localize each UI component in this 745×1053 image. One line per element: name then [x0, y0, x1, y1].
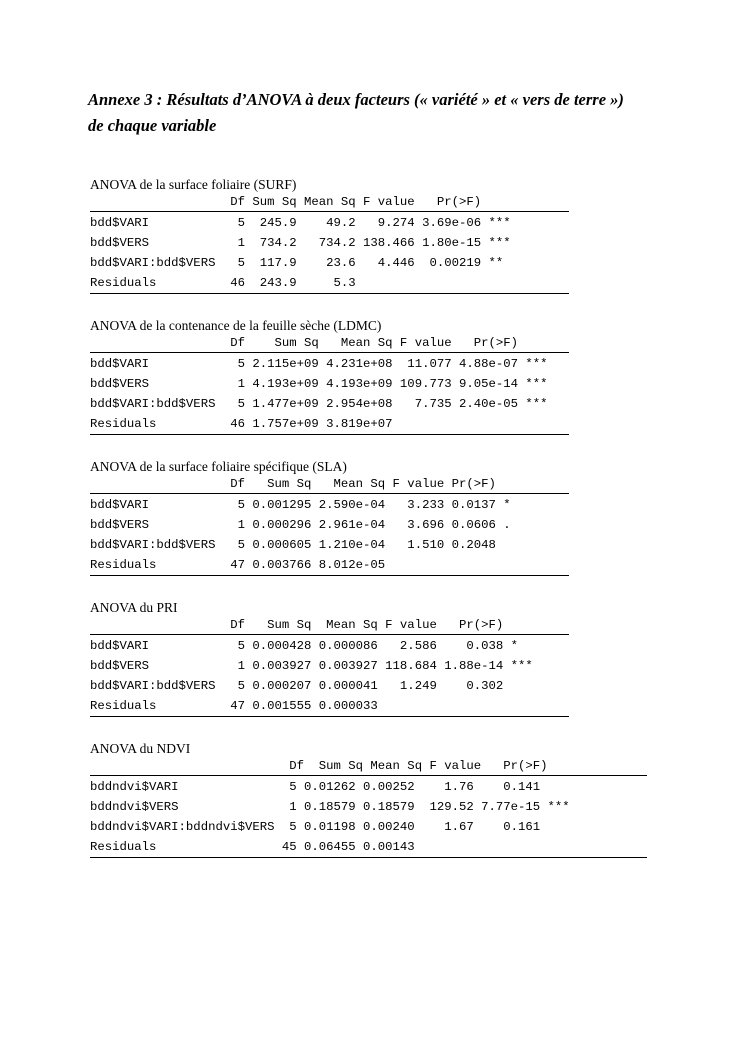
table-row: bdd$VARI:bdd$VERS 5 1.477e+09 2.954e+08 7.735 2.40e-05 ***	[90, 397, 548, 411]
table-caption: ANOVA de la surface foliaire (SURF)	[90, 177, 297, 192]
table-row: bdd$VARI 5 2.115e+09 4.231e+08 11.077 4.88e-07 ***	[90, 357, 548, 371]
table-row: bdd$VARI:bdd$VERS 5 117.9 23.6 4.446 0.00219 **	[90, 256, 504, 270]
table-header: Df Sum Sq Mean Sq F value Pr(>F)	[90, 618, 504, 632]
anova-table-pri	[90, 600, 569, 717]
table-row: bdd$VARI 5 0.001295 2.590e-04 3.233 0.0137 *	[90, 498, 511, 512]
table-header: Df Sum Sq Mean Sq F value Pr(>F)	[90, 195, 482, 209]
table-header: Df Sum Sq Mean Sq F value Pr(>F)	[90, 759, 548, 773]
table-row: bddndvi$VARI 5 0.01262 0.00252 1.76 0.141	[90, 780, 541, 794]
table-header: Df Sum Sq Mean Sq F value Pr(>F)	[90, 477, 496, 491]
anova-table-sla	[90, 459, 569, 576]
annex-title-line-2: de chaque variable	[88, 116, 217, 135]
anova-table-ldmc	[90, 318, 569, 435]
table-row: bddndvi$VARI:bddndvi$VERS 5 0.01198 0.00240 1.67 0.161	[90, 820, 541, 834]
table-row: bddndvi$VERS 1 0.18579 0.18579 129.52 7.77e-15 ***	[90, 800, 570, 814]
table-row: bdd$VERS 1 4.193e+09 4.193e+09 109.773 9.05e-14 ***	[90, 377, 548, 391]
table-caption: ANOVA du PRI	[90, 600, 178, 615]
table-row: bdd$VARI 5 245.9 49.2 9.274 3.69e-06 ***	[90, 216, 511, 230]
table-caption: ANOVA de la contenance de la feuille sèche (LDMC)	[90, 318, 382, 333]
table-rule-bottom	[90, 575, 569, 576]
table-header: Df Sum Sq Mean Sq F value Pr(>F)	[90, 336, 519, 350]
annex-title	[88, 87, 688, 139]
table-row: bdd$VARI:bdd$VERS 5 0.000207 0.000041 1.249 0.302	[90, 679, 504, 693]
anova-table-ndvi	[90, 741, 647, 858]
table-row: Residuals 45 0.06455 0.00143	[90, 840, 415, 854]
table-row: Residuals 46 243.9 5.3	[90, 276, 356, 290]
table-row: bdd$VERS 1 734.2 734.2 138.466 1.80e-15 ***	[90, 236, 511, 250]
table-rule-bottom	[90, 293, 569, 294]
table-caption: ANOVA du NDVI	[90, 741, 191, 756]
annex-title-line-1: Annexe 3 : Résultats d’ANOVA à deux facteurs (« variété » et « vers de terre »)	[88, 90, 624, 109]
table-row: bdd$VERS 1 0.000296 2.961e-04 3.696 0.0606 .	[90, 518, 511, 532]
table-caption: ANOVA de la surface foliaire spécifique (SLA)	[90, 459, 347, 474]
table-row: bdd$VARI 5 0.000428 0.000086 2.586 0.038 *	[90, 639, 519, 653]
table-rule-bottom	[90, 857, 647, 858]
table-row: bdd$VERS 1 0.003927 0.003927 118.684 1.88e-14 ***	[90, 659, 533, 673]
table-row: Residuals 46 1.757e+09 3.819e+07	[90, 417, 393, 431]
table-rule-bottom	[90, 434, 569, 435]
anova-table-surf	[90, 177, 569, 294]
table-row: bdd$VARI:bdd$VERS 5 0.000605 1.210e-04 1.510 0.2048	[90, 538, 496, 552]
table-rule-bottom	[90, 716, 569, 717]
table-row: Residuals 47 0.003766 8.012e-05	[90, 558, 386, 572]
table-row: Residuals 47 0.001555 0.000033	[90, 699, 378, 713]
